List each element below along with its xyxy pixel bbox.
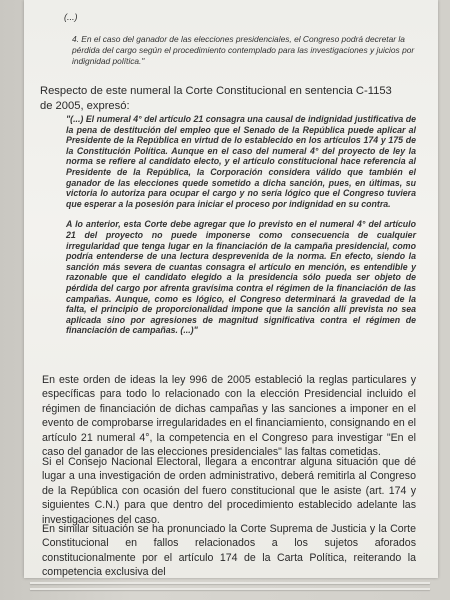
page-edge-lowest (30, 588, 430, 590)
intro-paragraph: Respecto de este numeral la Corte Constitucional en sentencia C-1153 de 2005, expresó: (40, 85, 392, 112)
quoted-item-4: 4. En el caso del ganador de las elecciones presidenciales, el Congreso podrá decretar la pérdida del cargo según el procedimiento contemplado para las investigaciones y juicios por indignidad política." (72, 34, 415, 66)
body-paragraph-3: En similar situación se ha pronunciado la Corte Suprema de Justicia y la Corte Constitucional en fallos relacionados a los sujetos aforados constitucionalmente por el artículo 174 de la Carta Política, reiterando la competencia exclusiva del (42, 523, 416, 578)
body-paragraph-2: Si el Consejo Nacional Electoral, llegara a encontrar alguna situación que dé lugar a una investigación de orden administrativo, deberá remitirla al Congreso de la República con ocasión del fuero constitucional que le asiste (art. 174 y siguientes C.N.) para que dentro del procedimiento establecido adelante las investigaciones del caso. (42, 456, 416, 526)
page-edge-lower (30, 582, 430, 584)
body-paragraph-1: En este orden de ideas la ley 996 de 2005 estableció la reglas particulares y específicas para todo lo relacionado con la elección Presidencial incluido el régimen de financiación de dichas campañas y las sanciones a imponer en el evento de comprobarse irregularidades en el financiamiento, consignando en el artículo 21 numeral 4°, la competencia en el Congreso para investigar "En el caso del ganador de las elecciones presidenciales" las faltas cometidas. (42, 374, 416, 459)
quote-paragraph-2: A lo anterior, esta Corte debe agregar que lo previsto en el numeral 4° del artículo 21 del proyecto no puede imponerse como consecuencia de cualquier irregularidad que tenga lugar en la financiación de la campaña presidencial, como podría entenderse de una lectura desprevenida de la norma. En efecto, siendo la sanción más severa de cuantas consagra el artículo en mención, es entendible y razonable que el candidato elegido a la presidencia sólo pueda ser objeto de pérdida del cargo por afrenta gravísima contra el régimen de la financiación de las campañas. Aunque, como es lógico, el Congreso determinará la gravedad de la falta, el principio de proporcionalidad impone que la sanción allí prevista no sea aplicada sino por agresiones de magnitud significativa contra el régimen de financiación de campañas. (...)" (66, 219, 416, 336)
ellipsis-top: (...) (64, 12, 78, 22)
court-quote-block (66, 114, 416, 346)
quote-paragraph-1: "(...) El numeral 4° del artículo 21 consagra una causal de indignidad justificativa de la pena de destitución del empleo que el Senado de la República puede aplicar al Presidente de la República en virtud de lo establecido en los artículos 174 y 175 de la Constitución Política. Aunque en el caso del numeral 4° del proyecto de ley la norma se refiere al candidato electo, y el artículo constitucional hace referencia al Presidente de la República, la Corporación considera válido que también el ganador de las elecciones quede sometido a dicha sanción, pues, en últimas, su victoria lo autoriza para ocupar el cargo y no sería lógico que el Congreso tuviera que esperar a la posesión para iniciar el proceso por indignidad en su contra. (66, 114, 416, 209)
document-page (24, 0, 438, 578)
